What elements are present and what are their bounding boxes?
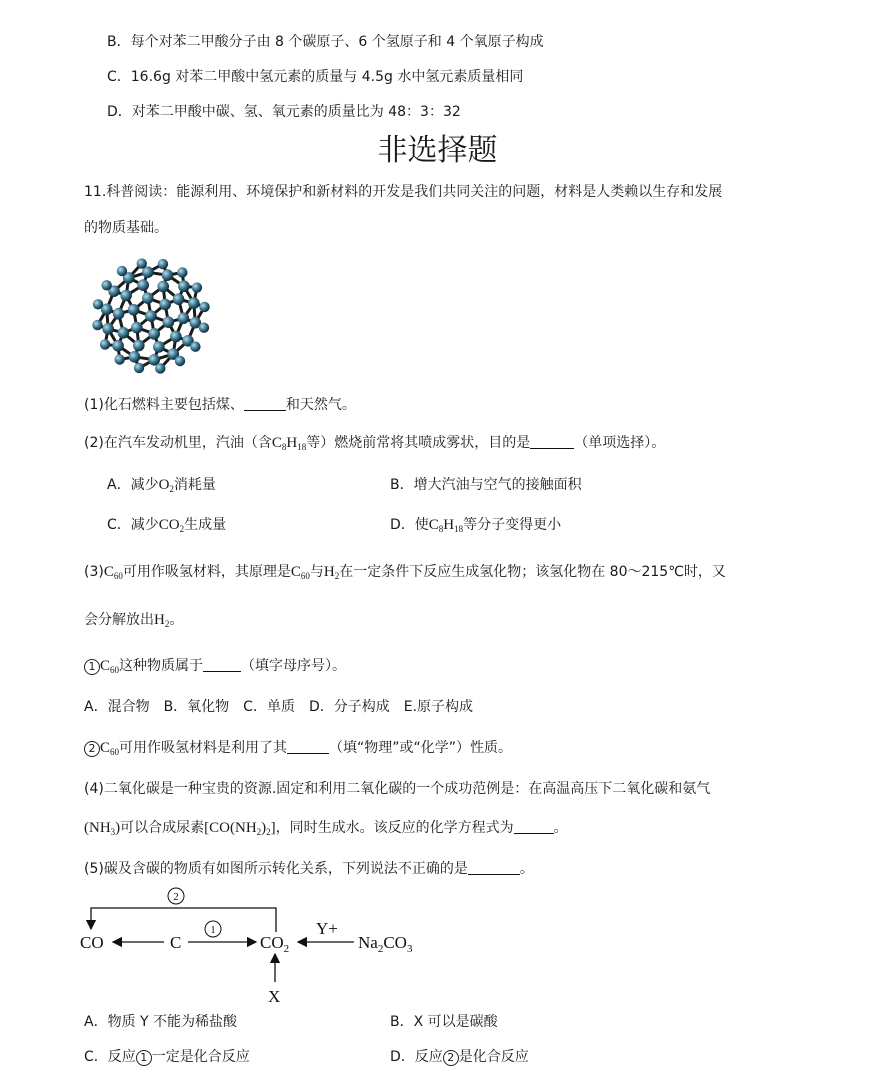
atom — [177, 267, 187, 277]
q11-intro-line2: 的物质基础。 — [84, 220, 168, 236]
atom — [102, 323, 114, 335]
fullerene-image — [86, 252, 216, 380]
atom — [159, 299, 171, 311]
arrow-co2-to-co — [91, 908, 276, 932]
node-na2co3: $Na_2CO_3$ — [358, 933, 413, 955]
section-title: 非选择题 — [377, 133, 498, 168]
q11-part3-line2: 会分解放出$H_2$。 — [84, 612, 184, 629]
node-co2: $CO_2$ — [260, 933, 290, 955]
carbon-conversion-diagram — [76, 884, 436, 1008]
q11-part5-option-a: A．物质 Y 不能为稀盐酸 — [84, 1014, 238, 1030]
atom — [173, 293, 185, 305]
q10-option-c: C．16.6g 对苯二甲酸中氢元素的质量与 4.5g 水中氢元素质量相同 — [107, 69, 524, 85]
atom — [118, 327, 130, 339]
atom — [92, 320, 102, 330]
atom — [142, 292, 154, 304]
atom — [178, 312, 190, 324]
circled-number-2: 2 — [443, 1050, 459, 1066]
atom — [190, 341, 200, 351]
q11-part2-option-c: C．减少$CO_2$生成量 — [107, 517, 227, 534]
atom — [93, 299, 103, 309]
formula-c8h18: $C_8H_{18}$ — [271, 435, 307, 452]
answer-blank[interactable] — [530, 434, 574, 449]
atom — [148, 328, 160, 340]
node-c: C — [170, 933, 182, 952]
q11-part5-option-d: D．反应 2 是化合反应 — [390, 1049, 529, 1065]
q11-part5-option-c: C．反应 1 一定是化合反应 — [84, 1049, 250, 1065]
q10-option-b: B．每个对苯二甲酸分子由 8 个碳原子、6 个氢原子和 4 个氧原子构成 — [107, 34, 544, 50]
q11-part5-option-b: B．X 可以是碳酸 — [390, 1014, 498, 1030]
svg-text:2: 2 — [173, 891, 179, 903]
q11-part2-option-a: A．减少$O_2$消耗量 — [107, 477, 216, 494]
atom — [128, 304, 140, 316]
atom — [129, 351, 141, 363]
atom — [114, 354, 124, 364]
atom — [178, 280, 190, 292]
answer-blank[interactable] — [287, 739, 329, 754]
q11-part2: (2)在汽车发动机里，汽油（含$C_8H_{18}$等）燃烧前常将其喷成雾状，目的是 （单项选择）。 — [84, 435, 666, 452]
atom — [155, 363, 165, 373]
answer-blank[interactable] — [468, 860, 520, 875]
atom — [162, 269, 174, 281]
node-co: CO — [80, 933, 104, 952]
atom — [120, 290, 132, 302]
q11-part3-q2: 2 $C_{60}$可用作吸氢材料是利用了其 （填“物理”或“化学”）性质。 — [84, 738, 512, 758]
answer-blank[interactable] — [203, 657, 241, 672]
atom — [101, 280, 111, 290]
atom — [131, 322, 143, 334]
formula-nh3: $(NH_3)$ — [84, 820, 121, 837]
atom — [133, 340, 145, 352]
atom — [199, 323, 209, 333]
q11-part5: (5)碳及含碳的物质有如图所示转化关系，下列说法不正确的是 。 — [84, 861, 534, 877]
atom — [157, 281, 169, 293]
atom — [113, 308, 125, 320]
node-x: X — [268, 987, 281, 1006]
label-y-plus: Y+ — [316, 919, 338, 938]
atom — [137, 279, 149, 291]
atom — [137, 258, 147, 268]
q11-part2-option-d: D．使$C_8H_{18}$等分子变得更小 — [390, 517, 562, 534]
formula-urea: $[CO(NH_2)_2]$ — [204, 820, 276, 837]
q11-part3-q1-options: A．混合物 B．氧化物 C．单质 D．分子构成 E.原子构成 — [84, 699, 474, 715]
svg-text:1: 1 — [210, 924, 216, 936]
q11-part1: (1)化石燃料主要包括煤、 和天然气。 — [84, 397, 356, 413]
atom — [199, 302, 209, 312]
atom — [145, 310, 157, 322]
atom — [112, 340, 124, 352]
q11-intro-line1: 11.科普阅读：能源利用、环境保护和新材料的开发是我们共同关注的问题，材料是人类赖以生存和发展 — [84, 184, 723, 200]
circled-number-2: 2 — [84, 741, 100, 757]
atom — [100, 339, 110, 349]
answer-blank[interactable] — [514, 819, 554, 834]
atom — [117, 266, 127, 276]
reaction-label-1 — [205, 921, 221, 937]
circled-number-1: 1 — [84, 659, 100, 675]
atom — [163, 316, 175, 328]
atom — [134, 363, 144, 373]
q11-part4-line2: $(NH_3)$可以合成尿素$[CO(NH_2)_2]$，同时生成水。该反应的化学方程式为 。 — [84, 820, 568, 837]
atom — [153, 341, 165, 353]
q11-part3-line1: $(3)C_{60}$可用作吸氢材料，其原理是$C_{60}$与$H_2$在一定条件下反应生成氢化物；该氢化物在 80～215℃时，又 — [84, 564, 726, 581]
atom — [192, 282, 202, 292]
circled-number-1: 1 — [136, 1050, 152, 1066]
q10-option-d: D．对苯二甲酸中碳、氢、氧元素的质量比为 48：3：32 — [107, 104, 461, 120]
atom — [175, 356, 185, 366]
q11-part3-q1: 1 $C_{60}$这种物质属于 （填字母序号）。 — [84, 656, 346, 676]
answer-blank[interactable] — [244, 396, 286, 411]
atom — [170, 331, 182, 343]
atom — [158, 259, 168, 269]
q11-part2-option-b: B．增大汽油与空气的接触面积 — [390, 477, 582, 493]
reaction-label-2 — [168, 888, 184, 904]
atom — [188, 297, 200, 309]
q11-part4-line1: (4)二氧化碳是一种宝贵的资源.固定和利用二氧化碳的一个成功范例是：在高温高压下二氧化碳和氨气 — [84, 781, 711, 797]
